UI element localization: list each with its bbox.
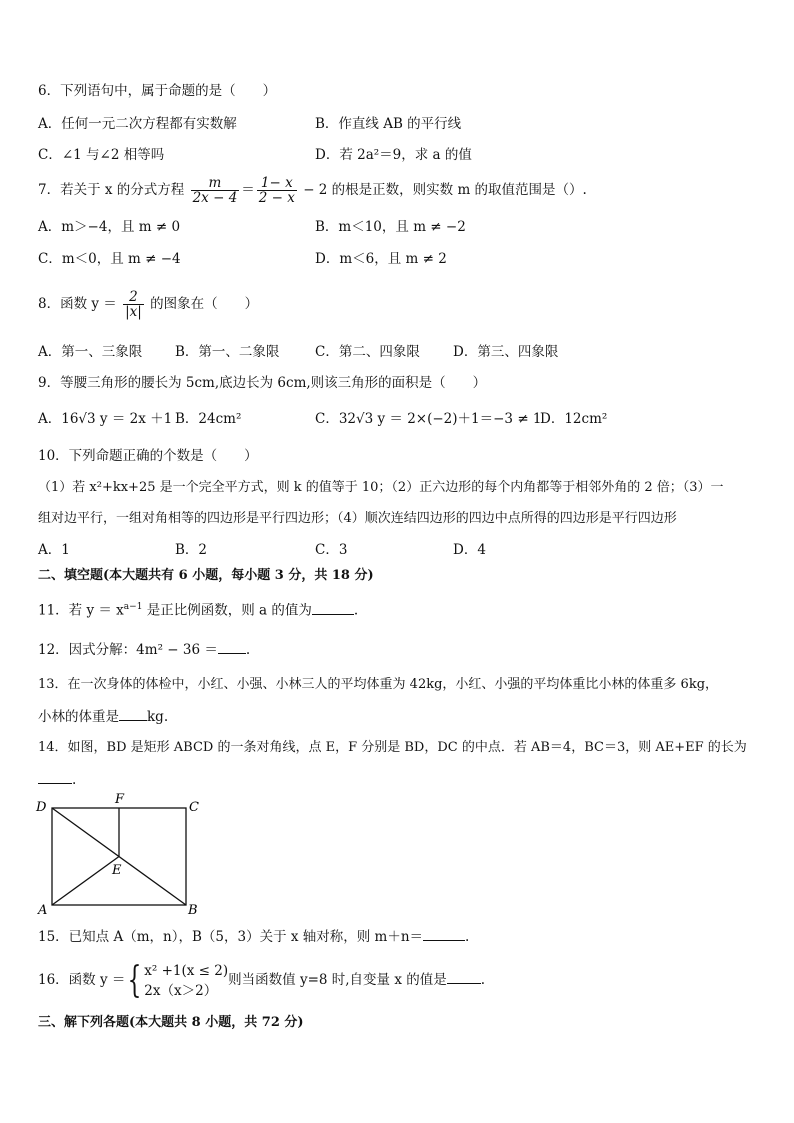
q11-suffix: 是正比例函数，则 a 的值为	[142, 602, 312, 619]
q8-option-a: A．第一、三象限	[38, 344, 143, 360]
q14-line-2	[38, 770, 76, 789]
q11-exponent: a−1	[123, 602, 143, 612]
q7-option-a: A．m＞−4，且 m ≠ 0	[38, 219, 181, 235]
q7-fraction-1	[191, 176, 240, 205]
q8-frac-num: 2	[123, 290, 144, 305]
q9-option-a: A．16√3 y ＝ 2x ＋1	[38, 411, 173, 427]
q8-suffix: 的图象在（ ）	[150, 296, 259, 312]
q14-answer-blank	[38, 770, 72, 784]
q10-stem: 10．下列命题正确的个数是（ ）	[38, 448, 258, 464]
q8-option-c: C．第二、四象限	[315, 344, 420, 360]
q10-statement-line-2: 组对边平行，一组对角相等的四边形是平行四边形；（4）顺次连结四边形的四边中点所得的四边形是平行四边形	[38, 511, 677, 526]
q13-line2-suffix: kg.	[147, 709, 169, 725]
q16-case-1: x² +1(x ≤ 2)	[144, 962, 229, 979]
q9-option-c: C．32√3 y ＝ 2×(−2)＋1＝−3 ≠ 1	[315, 411, 542, 427]
q13-line-1: 13．在一次身体的体检中，小红、小强、小林三人的平均体重为 42kg，小红、小强的平均体重比小林的体重多 6kg，	[38, 677, 719, 692]
q7-option-b: B．m＜10，且 m ≠ −2	[315, 219, 466, 235]
segment-ae	[52, 857, 119, 906]
q15-answer-blank	[423, 927, 465, 941]
q13-line2-prefix: 小林的体重是	[38, 709, 119, 725]
q16-answer-blank	[447, 970, 481, 984]
q16-suffix: 则当函数值 y=8 时,自变量 x 的值是	[228, 972, 447, 988]
q15-stem	[38, 927, 469, 946]
q13-answer-blank	[119, 707, 147, 721]
q12-end: .	[245, 642, 251, 658]
q6-stem: 6．下列语句中，属于命题的是（ ）	[38, 83, 277, 99]
label-e: E	[112, 863, 122, 878]
q13-line-2	[38, 707, 168, 726]
q8-prefix: 8．函数 y ＝	[38, 296, 117, 312]
q10-option-c: C．3	[315, 542, 348, 558]
q16-stem	[38, 956, 485, 1004]
label-f: F	[115, 792, 125, 807]
q15-prefix: 15．已知点 A（m，n），B（5，3）关于 x 轴对称，则 m＋n＝	[38, 929, 424, 945]
rectangle-figure	[30, 792, 210, 917]
q7-suffix: − 2 的根是正数，则实数 m 的取值范围是（）.	[303, 182, 587, 198]
q12-prefix: 12．因式分解：4m² − 36 ＝	[38, 642, 218, 658]
q8-option-d: D．第三、四象限	[453, 344, 559, 360]
q7-frac1-num: m	[191, 176, 240, 191]
q7-frac1-den: 2x − 4	[192, 190, 238, 206]
q16-prefix: 16．函数 y ＝	[38, 972, 126, 988]
q6-option-b: B．作直线 AB 的平行线	[315, 116, 462, 132]
q6-option-d: D．若 2a²＝9，求 a 的值	[315, 147, 472, 163]
q14-end: .	[72, 772, 77, 788]
q11-answer-blank	[312, 601, 354, 615]
q14-line-1: 14．如图，BD 是矩形 ABCD 的一条对角线，点 E，F 分别是 BD，DC 的中点．若 AB＝4，BC＝3，则 AE+EF 的长为	[38, 740, 747, 755]
q7-frac2-den: 2 − x	[258, 190, 295, 206]
q8-fraction	[123, 290, 144, 319]
q6-option-a: A．任何一元二次方程都有实数解	[38, 116, 237, 132]
q6-option-c: C．∠1 与∠2 相等吗	[38, 147, 165, 163]
q7-stem	[38, 172, 587, 208]
q9-option-d: D．12cm²	[540, 411, 608, 427]
q7-option-c: C．m＜0，且 m ≠ −4	[38, 251, 181, 267]
q7-option-d: D．m＜6，且 m ≠ 2	[315, 251, 447, 267]
q9-stem: 9．等腰三角形的腰长为 5cm,底边长为 6cm,则该三角形的面积是（ ）	[38, 375, 487, 391]
q7-frac2-num: 1− x	[257, 176, 297, 191]
q16-brace: {	[127, 959, 142, 1001]
q10-option-d: D．4	[453, 542, 486, 558]
q7-equals: ＝	[241, 182, 255, 198]
section-2-heading: 二、填空题(本大题共有 6 小题，每小题 3 分，共 18 分)	[38, 568, 374, 583]
q9-option-b: B．24cm²	[175, 411, 242, 427]
q11-prefix: 11．若 y ＝ x	[38, 602, 124, 619]
q7-prefix: 7．若关于 x 的分式方程	[38, 182, 185, 198]
q12-answer-blank	[218, 640, 246, 654]
q8-option-b: B．第一、二象限	[175, 344, 280, 360]
q8-frac-den: |x|	[125, 304, 142, 320]
q10-option-a: A．1	[38, 542, 70, 558]
q10-option-b: B．2	[175, 542, 208, 558]
q10-statement-line-1: （1）若 x²+kx+25 是一个完全平方式，则 k 的值等于 10；（2）正六边形的每个内角都等于相邻外角的 2 倍；（3）一	[38, 480, 724, 495]
section-3-heading: 三、解下列各题(本大题共 8 小题，共 72 分)	[38, 1015, 304, 1030]
q16-end: .	[480, 972, 486, 988]
q12-stem	[38, 640, 250, 659]
label-b: B	[188, 903, 198, 917]
q11-end: .	[353, 602, 359, 619]
q15-end: .	[465, 929, 470, 945]
q11-stem	[38, 598, 358, 620]
label-a: A	[38, 903, 48, 917]
q7-fraction-2	[257, 176, 297, 205]
q8-stem	[38, 284, 258, 324]
label-c: C	[189, 800, 199, 815]
q16-case-2: 2x（x＞2）	[144, 982, 218, 999]
label-d: D	[36, 800, 47, 815]
q16-cases	[144, 961, 228, 1001]
